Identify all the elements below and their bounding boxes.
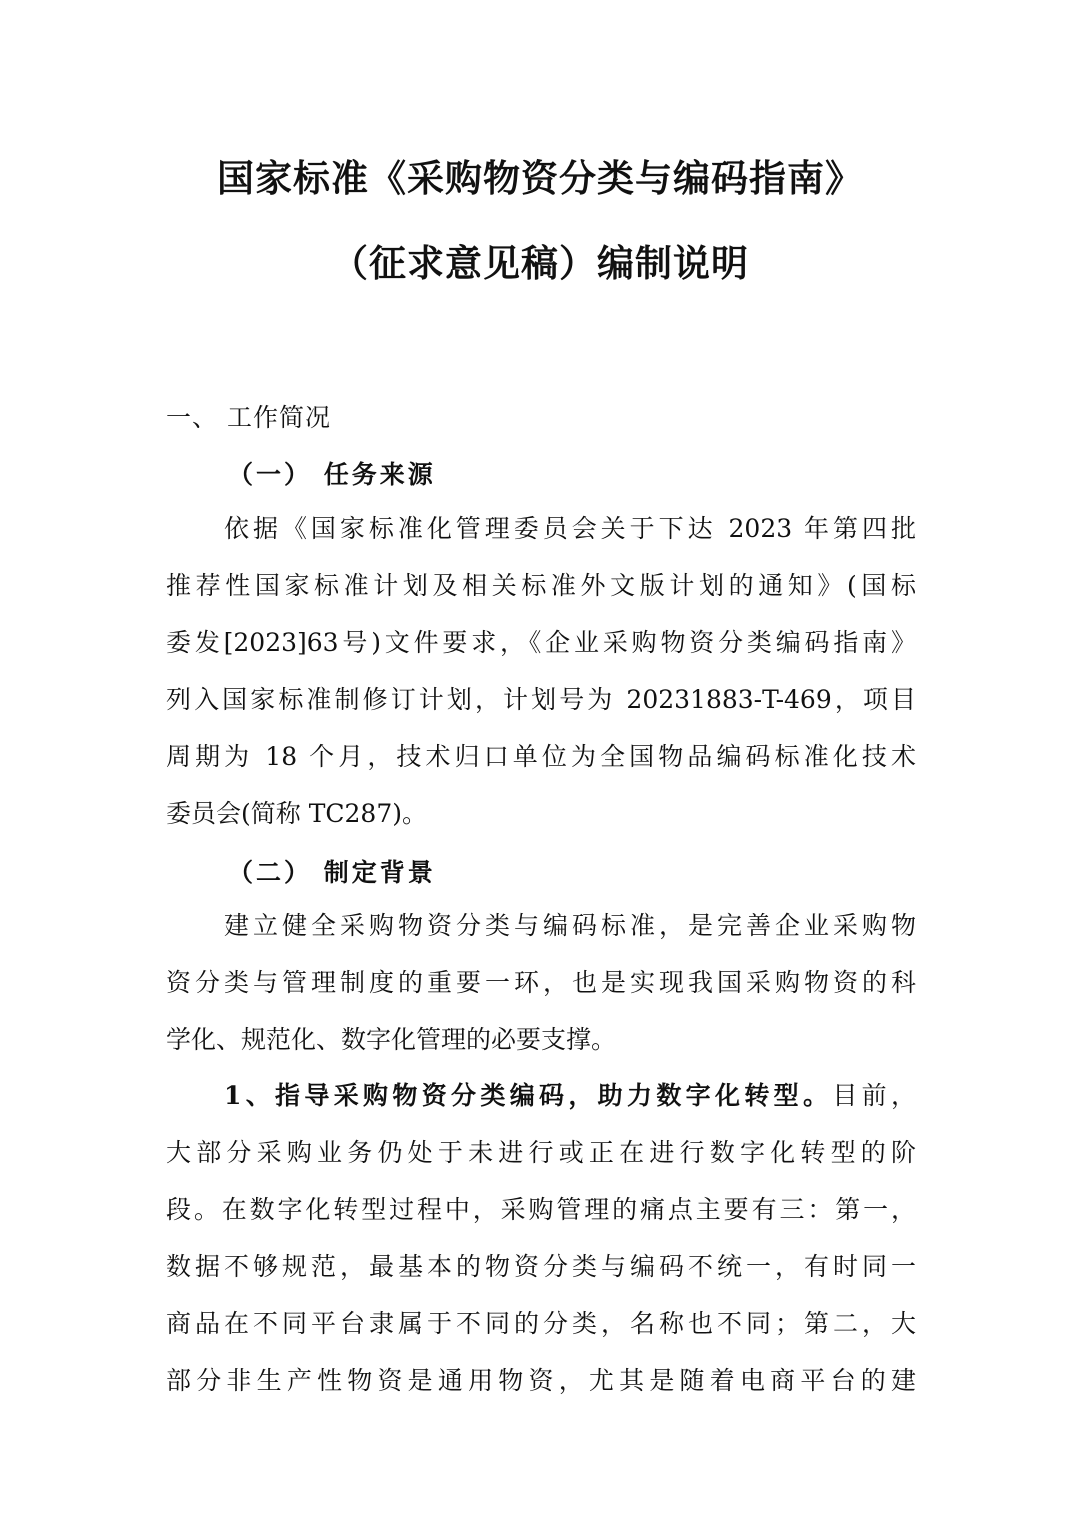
paragraph-line: 依据《国家标准化管理委员会关于下达 2023 年第四批 xyxy=(224,514,916,543)
paragraph-line: 委发[2023]63号)文件要求，《企业采购物资分类编码指南》 xyxy=(166,628,916,657)
paragraph-background xyxy=(166,897,916,1068)
paragraph-line: 数据不够规范，最基本的物资分类与编码不统一，有时同一 xyxy=(166,1252,916,1281)
paragraph-lead-rest: 目前， xyxy=(832,1081,916,1110)
paragraph-first-line xyxy=(166,1067,916,1124)
paragraph-line: 商品在不同平台隶属于不同的分类，名称也不同；第二，大 xyxy=(166,1309,916,1338)
subsection-heading-task-source: （一） 任务来源 xyxy=(228,460,436,489)
section-heading-work-overview: 一、 工作简况 xyxy=(166,403,331,432)
paragraph-line: 建立健全采购物资分类与编码标准，是完善企业采购物 xyxy=(224,911,916,940)
paragraph-line: 推荐性国家标准计划及相关标准外文版计划的通知》(国标 xyxy=(166,571,916,600)
paragraph-digital-transformation xyxy=(166,1067,916,1409)
paragraph-line: 部分非生产性物资是通用物资，尤其是随着电商平台的建 xyxy=(166,1366,916,1395)
document-title-line1: 国家标准《采购物资分类与编码指南》 xyxy=(217,157,863,200)
paragraph-line: 学化、规范化、数字化管理的必要支撑。 xyxy=(166,1025,617,1054)
paragraph-bold-lead: 1、指导采购物资分类编码，助力数字化转型。 xyxy=(224,1081,833,1110)
paragraph-line: 周期为 18 个月，技术归口单位为全国物品编码标准化技术 xyxy=(166,742,916,771)
paragraph-task-source xyxy=(166,500,916,842)
paragraph-line: 段。在数字化转型过程中，采购管理的痛点主要有三：第一， xyxy=(166,1195,916,1224)
subsection-heading-background: （二） 制定背景 xyxy=(228,858,436,887)
paragraph-line: 大部分采购业务仍处于未进行或正在进行数字化转型的阶 xyxy=(166,1138,916,1167)
paragraph-line: 资分类与管理制度的重要一环，也是实现我国采购物资的科 xyxy=(166,968,916,997)
paragraph-line: 委员会(简称 TC287)。 xyxy=(166,799,427,828)
document-title-line2: （征求意见稿）编制说明 xyxy=(331,242,749,285)
paragraph-line: 列入国家标准制修订计划，计划号为 20231883-T-469，项目 xyxy=(166,685,916,714)
